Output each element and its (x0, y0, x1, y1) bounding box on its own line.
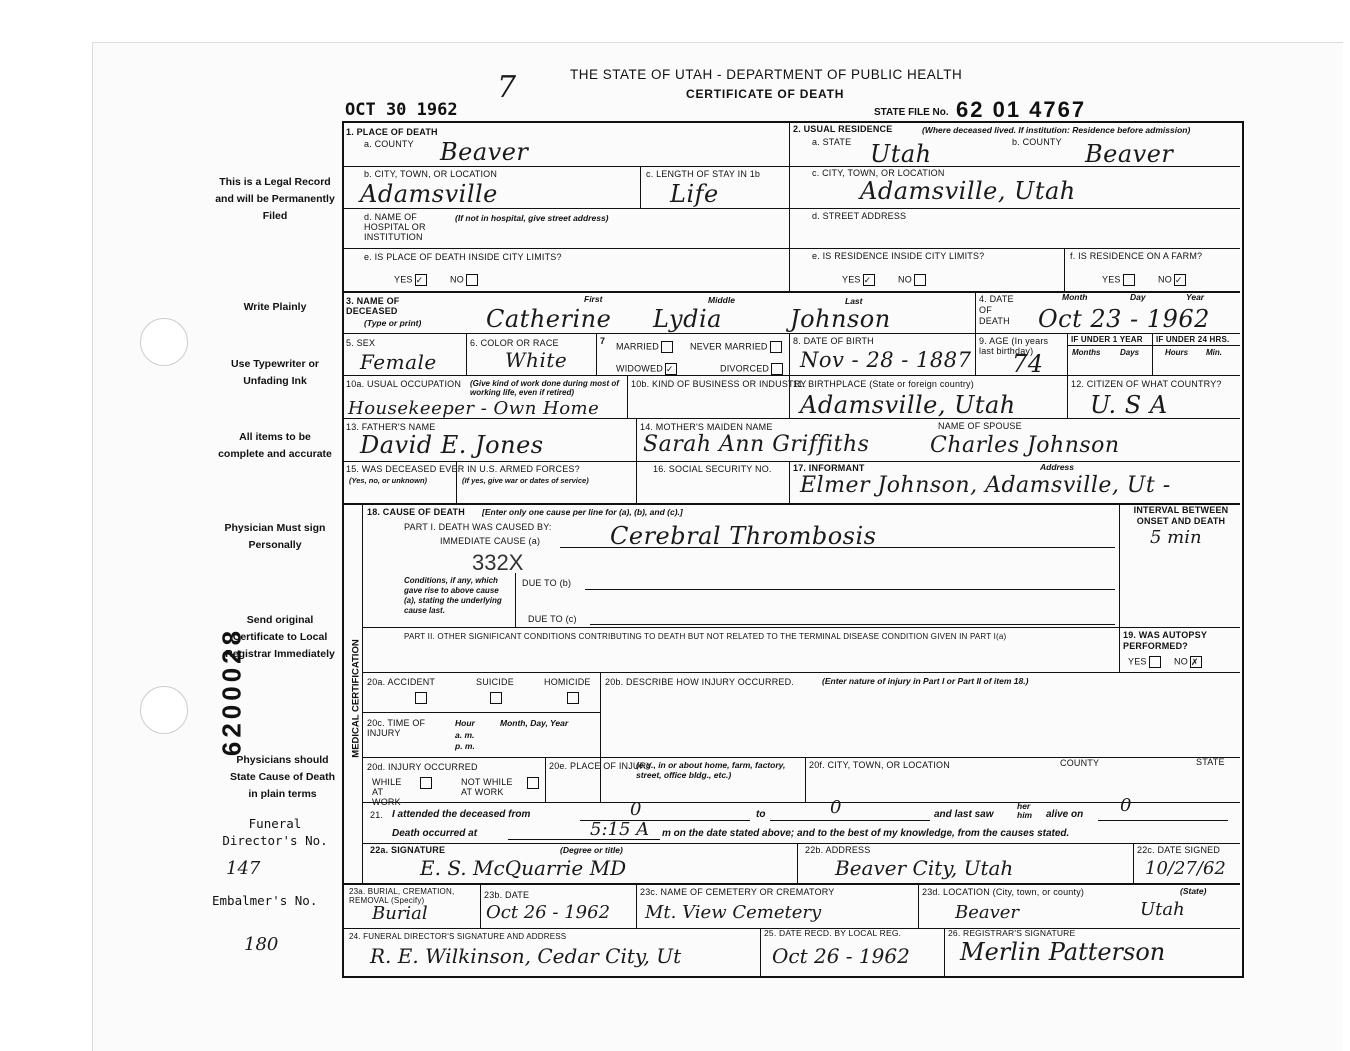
divider (342, 883, 1240, 885)
divider (342, 461, 1240, 462)
funeral-director-number: 147 (226, 858, 261, 879)
value-interval: 5 min (1150, 527, 1202, 548)
check-mark: ✓ (863, 274, 875, 286)
divider (975, 291, 976, 333)
label-min: Min. (1206, 348, 1222, 357)
underline (1098, 820, 1228, 821)
label-cemetery: 23c. NAME OF CEMETERY OR CREMATORY (640, 887, 835, 897)
divider (342, 375, 1240, 376)
checkbox-homicide[interactable] (567, 692, 579, 704)
label-hours: Hours (1165, 348, 1189, 357)
divider (797, 843, 798, 883)
label-interval: INTERVAL BETWEEN ONSET AND DEATH (1133, 505, 1229, 526)
label-month: Month (1062, 292, 1088, 302)
divider (596, 333, 597, 375)
value-mother: Sarah Ann Griffiths (643, 432, 870, 457)
label-length-of-stay: c. LENGTH OF STAY IN 1b (646, 169, 761, 179)
value-race: White (505, 348, 568, 372)
label-age: 9. AGE (In years last birthday) (979, 336, 1049, 356)
divider (1133, 843, 1134, 883)
label-suicide: SUICIDE (476, 677, 514, 687)
divider (600, 672, 601, 802)
received-stamp: OCT 30 1962 (345, 100, 458, 120)
label-cause-note: [Enter only one cause per line for (a), (b), and (c).] (482, 507, 683, 517)
checkbox-married[interactable] (616, 341, 673, 353)
yes-label: YES (1102, 274, 1121, 285)
label-armed-forces: 15. WAS DECEASED EVER IN U.S. ARMED FORCES? (346, 464, 580, 474)
sidebar-physician-note: Physician Must sign Personally (224, 522, 326, 551)
value-burial-date: Oct 26 - 1962 (486, 902, 611, 923)
label-injury-city: 20f. CITY, TOWN, OR LOCATION (809, 760, 950, 770)
label-injury-state: STATE (1196, 757, 1225, 767)
label-to: to (756, 809, 766, 820)
label-part2: PART II. OTHER SIGNIFICANT CONDITIONS CONTRIBUTING TO DEATH BUT NOT RELATED TO THE TERMINAL DISEASE CONDITION GIVEN IN PART I(a) (404, 632, 1007, 641)
label-hospital-note: (If not in hospital, give street address) (455, 213, 609, 223)
divider (1119, 627, 1120, 672)
label-death-occurred: Death occurred at (392, 828, 478, 839)
label-spouse: NAME OF SPOUSE (938, 421, 1022, 431)
label-degree: (Degree or title) (560, 845, 623, 855)
vertical-file-number: 6200028 (216, 626, 247, 757)
label-location: 23d. LOCATION (City, town, or county) (922, 887, 1085, 897)
label-item21: 21. (370, 810, 384, 820)
value-length-of-stay: Life (670, 180, 719, 208)
label-how-injury: 20b. DESCRIBE HOW INJURY OCCURRED. (605, 677, 795, 687)
state-file-label: STATE FILE No. (874, 107, 949, 118)
check-mark: ✗ (1190, 656, 1202, 668)
divider (362, 672, 1240, 673)
label-day: Day (1130, 292, 1146, 302)
label-injury-county: COUNTY (1060, 758, 1100, 768)
checkbox-widowed[interactable] (616, 363, 677, 375)
checkbox (661, 341, 673, 353)
value-location: Beaver (955, 902, 1020, 923)
yes-label: YES (394, 274, 413, 285)
divider (760, 928, 761, 976)
label-informant: 17. INFORMANT (793, 463, 865, 473)
value-middle-name: Lydia (653, 305, 722, 333)
label-cause-of-death: 18. CAUSE OF DEATH (367, 507, 465, 517)
value-date-signed: 10/27/62 (1145, 858, 1226, 879)
divider (805, 757, 806, 802)
divider (545, 757, 546, 802)
label-date-of-death: 4. DATE OF DEATH (979, 294, 1014, 326)
divider (466, 333, 467, 375)
label-attended: I attended the deceased from (392, 809, 531, 820)
sidebar-write-note: Write Plainly (243, 301, 307, 313)
divider (362, 712, 600, 713)
label-occurred-tail: m on the date stated above; and to the best of my knowledge, from the causes stated. (662, 828, 1070, 839)
value-age: 74 (1012, 350, 1044, 378)
checkbox (770, 341, 782, 353)
label-business: 10b. KIND OF BUSINESS OR INDUSTRY (631, 379, 807, 389)
value-dob: Nov - 28 - 1887 (800, 348, 972, 372)
checkbox-while-at-work[interactable] (420, 777, 432, 789)
label-dob: 8. DATE OF BIRTH (793, 336, 874, 346)
value-burial: Burial (372, 903, 428, 924)
checkbox-farm-yes[interactable] (1102, 274, 1135, 286)
checkbox-not-while[interactable] (527, 777, 539, 789)
checkbox-res-city-no[interactable] (898, 274, 926, 286)
value-spouse: Charles Johnson (930, 433, 1120, 458)
value-city: Adamsville (360, 180, 498, 208)
label-birthplace: 11. BIRTHPLACE (State or foreign country) (793, 379, 974, 389)
embalmer-label: Embalmer's No. (212, 893, 318, 908)
yes-label: YES (842, 274, 861, 285)
label-medical-certification: MEDICAL CERTIFICATION (350, 639, 362, 758)
sidebar-send-note: Send original Certificate to Local Registrar Immediately (225, 614, 335, 660)
label-accident: 20a. ACCIDENT (367, 677, 436, 687)
divider (362, 802, 1240, 803)
divider (918, 883, 919, 928)
value-time: 5:15 A (590, 819, 650, 840)
label-occupation-note: (Give kind of work done during most of working life, even if retired) (470, 379, 619, 397)
married-label: MARRIED (616, 341, 659, 352)
check-mark: ✓ (415, 274, 427, 286)
label-informant-address: Address (1040, 462, 1075, 472)
checkbox-never-married[interactable] (690, 341, 782, 353)
label-mother: 14. MOTHER'S MAIDEN NAME (640, 422, 773, 432)
label-time-of-injury: 20c. TIME OF INJURY (367, 718, 426, 738)
value-cause: Cerebral Thrombosis (610, 522, 877, 550)
divorced-label: DIVORCED (720, 363, 770, 374)
punch-hole-bottom (140, 686, 188, 734)
check-mark: ✓ (665, 363, 677, 375)
checkbox-autopsy-yes[interactable] (1128, 656, 1161, 668)
divider (1119, 503, 1120, 627)
checkbox-res-city-yes[interactable] (842, 274, 875, 286)
sidebar-typewriter-note: Use Typewriter or Unfading Ink (231, 358, 319, 387)
state-dept-heading: THE STATE OF UTAH - DEPARTMENT OF PUBLIC HEALTH (570, 67, 963, 82)
label-state-paren: (State) (1180, 886, 1207, 896)
value-informant: Elmer Johnson, Adamsville, Ut - (800, 473, 1171, 498)
stamp-number: 7 (497, 70, 517, 105)
divider (342, 208, 1240, 209)
divider (789, 121, 790, 291)
label-date-signed: 22c. DATE SIGNED (1137, 845, 1221, 855)
label-her-him: her him (1017, 801, 1033, 820)
value-last-name: Johnson (790, 305, 891, 333)
label-item7: 7 (600, 336, 606, 346)
label-place-note: (e.g., in or about home, farm, factory, street, office bldg., etc.) (636, 760, 786, 780)
label-immediate-cause: IMMEDIATE CAUSE (a) (440, 536, 541, 546)
label-under-1-year: IF UNDER 1 YEAR (1071, 335, 1143, 344)
no-label: NO (1174, 656, 1188, 667)
label-city: b. CITY, TOWN, OR LOCATION (364, 169, 498, 179)
divider (944, 928, 945, 976)
no-label: NO (1158, 274, 1172, 285)
label-alive-on: alive on (1046, 809, 1084, 820)
divider (636, 883, 637, 928)
label-place-of-death: 1. PLACE OF DEATH (346, 127, 438, 137)
certificate-title: CERTIFICATE OF DEATH (686, 87, 845, 101)
widowed-label: WIDOWED (616, 363, 663, 374)
embalmer-number: 180 (244, 934, 279, 955)
label-how-injury-note: (Enter nature of injury in Part I or Part II of item 18.) (822, 676, 1029, 686)
value-sex: Female (360, 350, 437, 374)
checkbox-suicide[interactable] (490, 692, 502, 704)
label-armed-note2: (If yes, give war or dates of service) (462, 476, 589, 485)
value-cause-code: 332X (472, 550, 524, 575)
value-date-received: Oct 26 - 1962 (772, 944, 910, 968)
value-funeral-signature: R. E. Wilkinson, Cedar City, Ut (370, 944, 682, 968)
divider (362, 503, 363, 883)
checkbox (914, 274, 926, 286)
label-res-inside-city: e. IS RESIDENCE INSIDE CITY LIMITS? (812, 251, 985, 261)
value-father: David E. Jones (360, 431, 544, 459)
value-alive-on: 0 (1120, 795, 1132, 816)
label-due-b: DUE TO (b) (522, 578, 572, 588)
label-homicide: HOMICIDE (544, 677, 591, 687)
label-father: 13. FATHER'S NAME (346, 422, 436, 432)
label-month-day-year: Month, Day, Year (500, 718, 569, 728)
label-am: a. m. (455, 730, 475, 740)
label-registrar: 26. REGISTRAR'S SIGNATURE (948, 928, 1076, 938)
label-last: Last (845, 296, 863, 306)
divider (515, 573, 516, 627)
value-res-city: Adamsville, Utah (860, 177, 1076, 205)
divider (1064, 248, 1065, 291)
label-while-at-work: WHILE AT WORK (372, 777, 402, 807)
value-county: Beaver (440, 138, 529, 166)
label-citizen: 12. CITIZEN OF WHAT COUNTRY? (1071, 379, 1222, 389)
label-res-county: b. COUNTY (1012, 137, 1062, 147)
checkbox-accident[interactable] (415, 692, 427, 704)
no-label: NO (450, 274, 464, 285)
value-res-state: Utah (870, 140, 932, 168)
checkbox-farm-no[interactable] (1158, 274, 1186, 286)
divider (789, 461, 790, 503)
divider (1067, 345, 1240, 346)
value-citizen: U. S A (1090, 391, 1168, 419)
label-place-of-injury: 20e. PLACE OF INJURY (549, 761, 653, 771)
divider (975, 333, 976, 375)
divider (342, 291, 1240, 293)
label-street-address: d. STREET ADDRESS (812, 211, 907, 221)
check-mark: ✓ (1174, 274, 1186, 286)
label-date-received: 25. DATE RECD. BY LOCAL REG. (764, 928, 902, 938)
value-physician-address: Beaver City, Utah (835, 856, 1014, 880)
label-year: Year (1186, 292, 1205, 302)
punch-hole-top (140, 318, 188, 366)
label-first: First (584, 294, 603, 304)
value-birthplace: Adamsville, Utah (800, 391, 1016, 419)
divider (362, 627, 1240, 628)
never-married-label: NEVER MARRIED (690, 341, 768, 352)
checkbox (1149, 656, 1161, 668)
label-physician-address: 22b. ADDRESS (805, 845, 871, 855)
label-inside-city-limits: e. IS PLACE OF DEATH INSIDE CITY LIMITS? (364, 252, 562, 262)
checkbox-divorced[interactable] (720, 363, 783, 375)
label-race: 6. COLOR OR RACE (470, 338, 559, 348)
label-res-state: a. STATE (812, 137, 852, 147)
label-due-c: DUE TO (c) (528, 614, 577, 624)
checkbox-autopsy-no[interactable] (1174, 656, 1202, 668)
underline (590, 624, 1115, 625)
value-res-county: Beaver (1085, 140, 1174, 168)
no-label: NO (898, 274, 912, 285)
funeral-director-label: Funeral Director's No. (222, 816, 328, 848)
label-signature: 22a. SIGNATURE (370, 845, 446, 855)
sidebar-legal-note: This is a Legal Record and will be Permanently Filed (215, 176, 335, 222)
divider (342, 248, 1240, 249)
value-registrar-signature: Merlin Patterson (960, 938, 1166, 966)
label-last-saw: and last saw (934, 809, 994, 820)
underline (585, 589, 1115, 590)
label-hour: Hour (455, 718, 475, 728)
label-days: Days (1120, 348, 1140, 357)
value-attend-to: 0 (830, 797, 842, 818)
label-pm: p. m. (455, 741, 475, 751)
state-file-number: 62 01 4767 (956, 97, 1087, 122)
divider (342, 333, 1240, 334)
label-not-while: NOT WHILE AT WORK (461, 777, 513, 797)
label-under-24-hrs: IF UNDER 24 HRS. (1156, 335, 1230, 344)
label-middle: Middle (708, 295, 735, 305)
checkbox (1123, 274, 1135, 286)
underline (770, 820, 930, 821)
label-residence-note: (Where deceased lived. If institution: Residence before admission) (922, 125, 1191, 135)
label-burial-date: 23b. DATE (484, 890, 530, 900)
label-months: Months (1072, 348, 1101, 357)
label-occupation: 10a. USUAL OCCUPATION (346, 379, 462, 389)
label-sex: 5. SEX (346, 338, 376, 348)
divider (362, 757, 1240, 758)
label-name: 3. NAME OF DECEASED (346, 296, 400, 316)
value-first-name: Catherine (486, 305, 612, 333)
checkbox-death-city-no[interactable] (450, 274, 478, 286)
label-ssn: 16. SOCIAL SECURITY NO. (653, 464, 772, 474)
label-name-note: (Type or print) (364, 318, 422, 328)
label-part1: PART I. DEATH WAS CAUSED BY: (404, 522, 552, 532)
divider (480, 883, 481, 928)
label-autopsy: 19. WAS AUTOPSY PERFORMED? (1123, 630, 1207, 651)
label-burial: 23a. BURIAL, CREMATION, REMOVAL (Specify) (349, 887, 455, 905)
label-injury-occurred: 20d. INJURY OCCURRED (367, 762, 478, 772)
label-conditions: Conditions, if any, which gave rise to above cause (a), stating the underlying cause last. (404, 576, 502, 615)
checkbox (771, 363, 783, 375)
sidebar-cause-note: Physicians should State Cause of Death in plain terms (229, 754, 336, 800)
label-county: a. COUNTY (364, 139, 414, 149)
divider (362, 843, 1240, 844)
checkbox-death-city-yes[interactable] (394, 274, 427, 286)
divider (640, 166, 641, 208)
label-funeral-signature: 24. FUNERAL DIRECTOR'S SIGNATURE AND ADDRESS (349, 932, 567, 941)
value-cemetery: Mt. View Cemetery (645, 902, 822, 923)
value-physician-signature: E. S. McQuarrie MD (420, 856, 627, 880)
value-attend-from: 0 (630, 799, 642, 820)
yes-label: YES (1128, 656, 1147, 667)
divider (1152, 333, 1153, 375)
label-armed-note: (Yes, no, or unknown) (349, 476, 428, 485)
divider (342, 503, 1240, 505)
divider (627, 375, 628, 418)
label-hospital: d. NAME OF HOSPITAL OR INSTITUTION (364, 212, 426, 242)
value-location-state: Utah (1140, 899, 1185, 920)
value-occupation: Housekeeper - Own Home (348, 398, 600, 419)
label-res-city: c. CITY, TOWN, OR LOCATION (812, 168, 945, 178)
checkbox (466, 274, 478, 286)
label-on-farm: f. IS RESIDENCE ON A FARM? (1070, 251, 1203, 261)
value-date-of-death: Oct 23 - 1962 (1038, 305, 1210, 333)
label-usual-residence: 2. USUAL RESIDENCE (793, 124, 893, 134)
sidebar-items-note: All items to be complete and accurate (218, 431, 332, 460)
